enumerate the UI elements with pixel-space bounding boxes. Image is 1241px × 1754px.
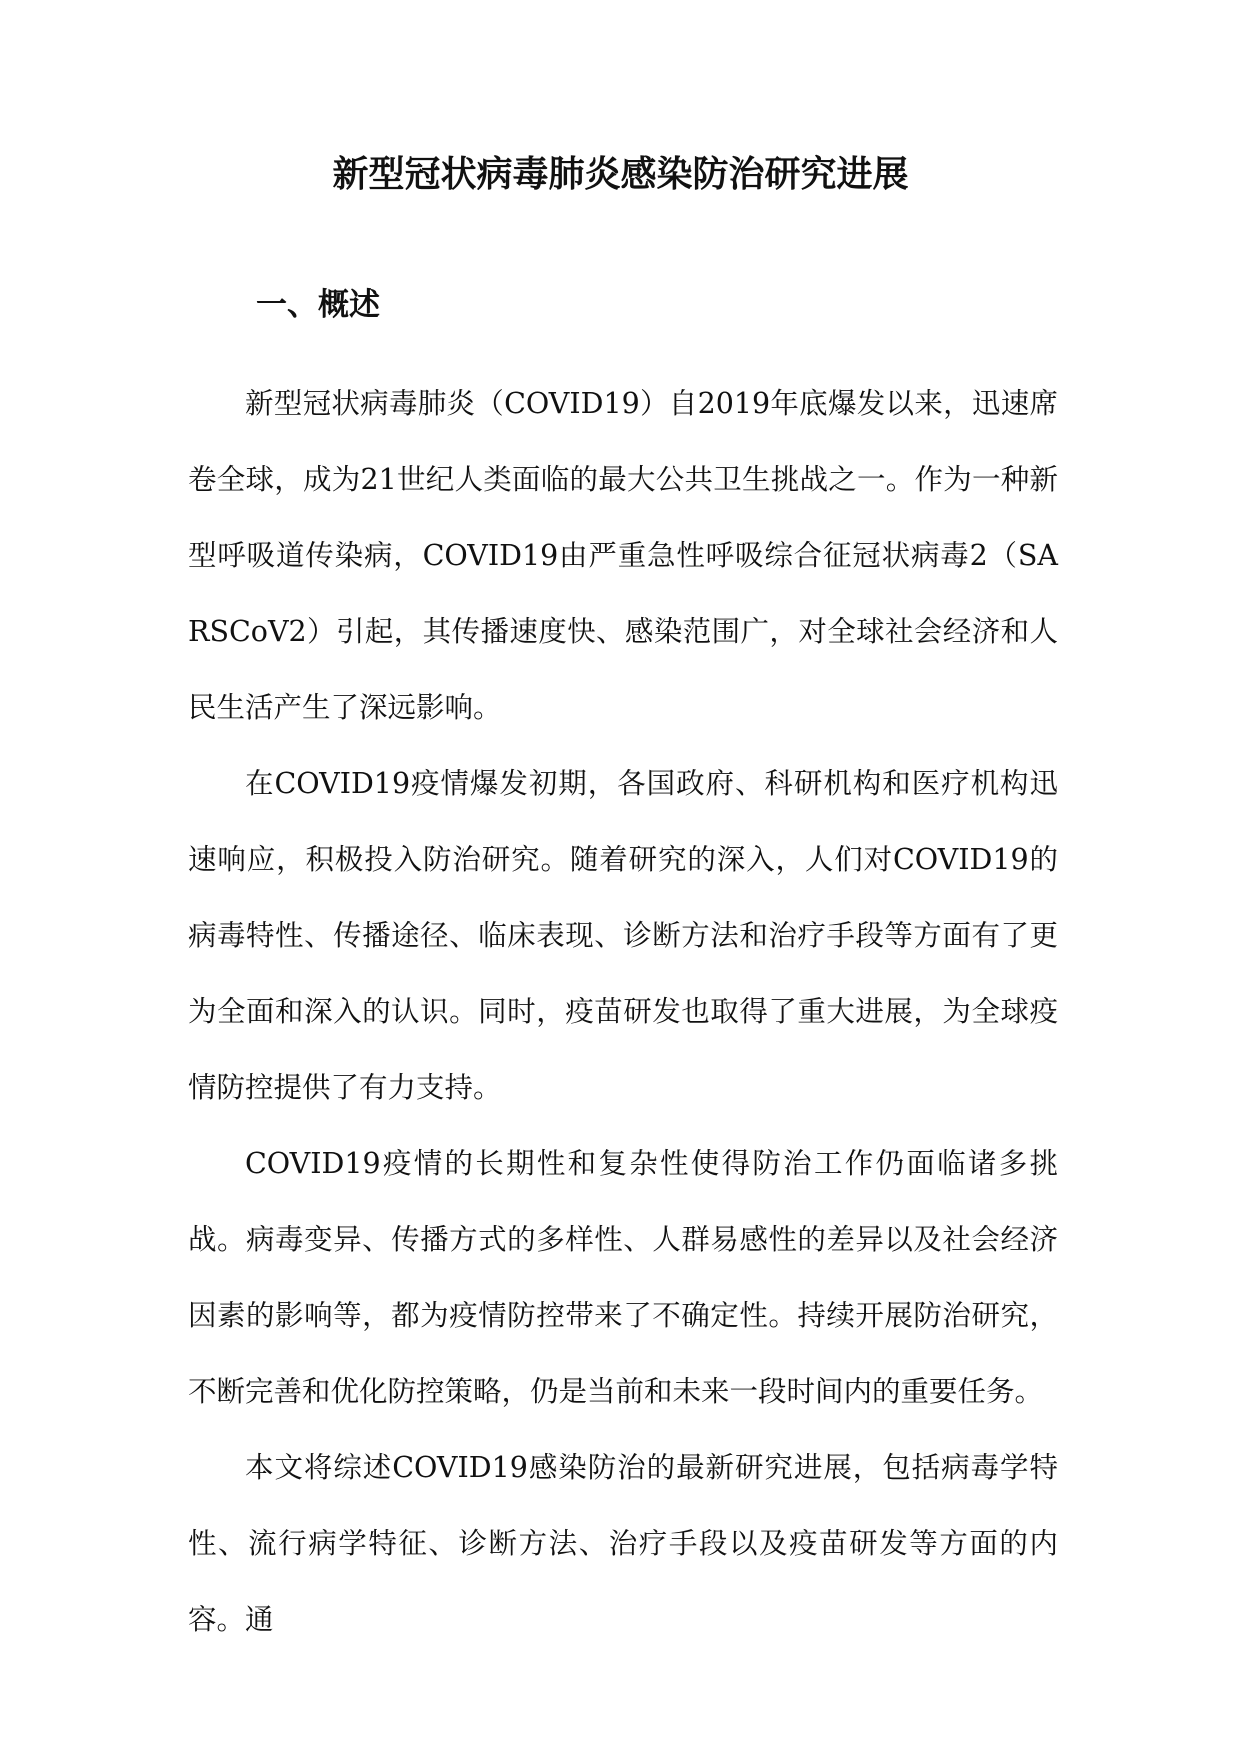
paragraph-1: 新型冠状病毒肺炎（COVID19）自2019年底爆发以来，迅速席卷全球，成为21世纪人类面临的最大公共卫生挑战之一。作为一种新型呼吸道传染病，COVID19由严重急性呼吸综合征冠状病毒2（SARSCoV2）引起，其传播速度快、感染范围广，对全球社会经济和人民生活产生了深远影响。 xyxy=(188,387,1058,724)
paragraph-3: COVID19疫情的长期性和复杂性使得防治工作仍面临诸多挑战。病毒变异、传播方式的多样性、人群易感性的差异以及社会经济因素的影响等，都为疫情防控带来了不确定性。持续开展防治研究，不断完善和优化防控策略，仍是当前和未来一段时间内的重要任务。 xyxy=(188,1147,1058,1408)
paragraph-2: 在COVID19疫情爆发初期，各国政府、科研机构和医疗机构迅速响应，积极投入防治研究。随着研究的深入，人们对COVID19的病毒特性、传播途径、临床表现、诊断方法和治疗手段等方面有了更为全面和深入的认识。同时，疫苗研发也取得了重大进展，为全球疫情防控提供了有力支持。 xyxy=(188,767,1058,1104)
paragraph-4: 本文将综述COVID19感染防治的最新研究进展，包括病毒学特性、流行病学特征、诊断方法、治疗手段以及疫苗研发等方面的内容。通 xyxy=(188,1451,1058,1636)
section-heading-overview: 一、概述 xyxy=(256,287,380,323)
document-body xyxy=(188,366,1058,1658)
document-title: 新型冠状病毒肺炎感染防治研究进展 xyxy=(332,154,909,195)
